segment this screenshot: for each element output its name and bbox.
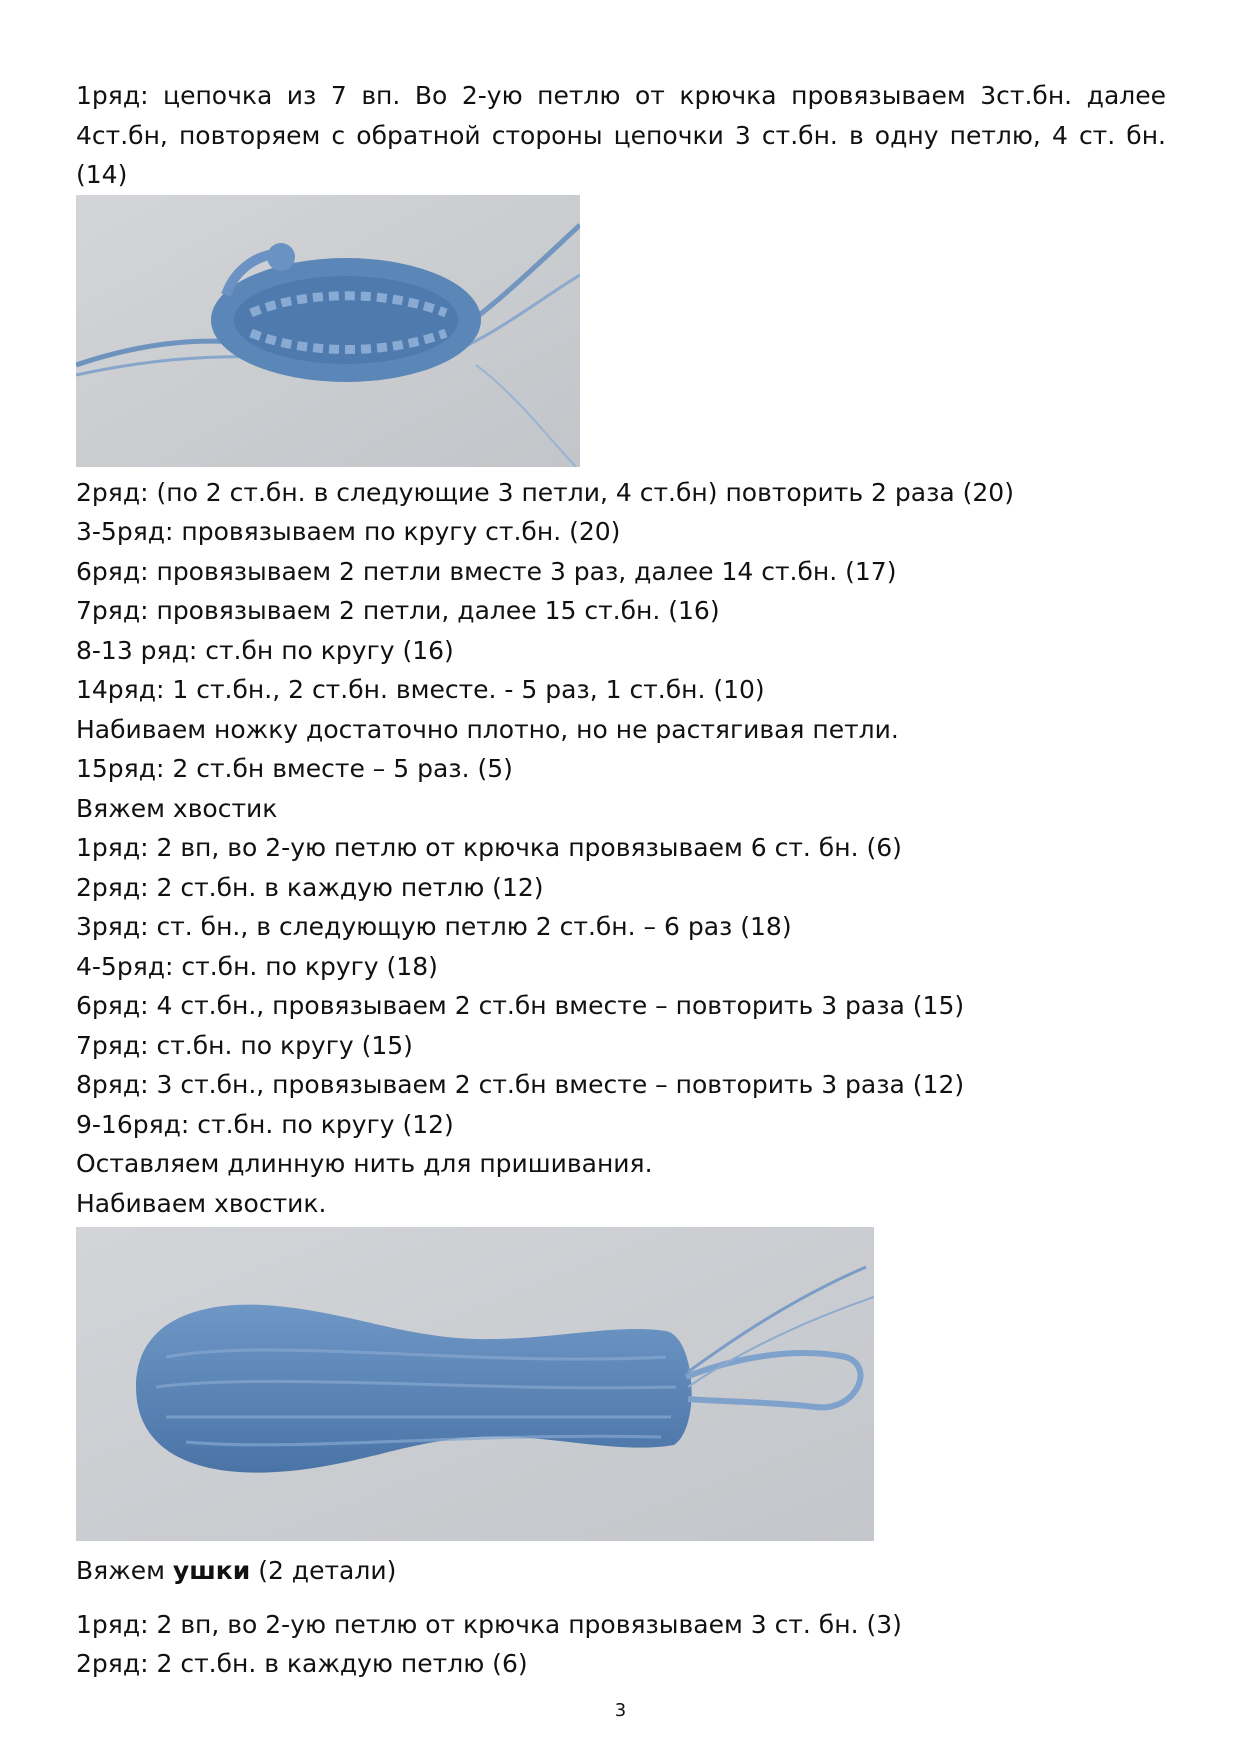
foot-start-photo <box>76 195 580 467</box>
ears-heading <box>76 1551 1166 1591</box>
tail-row-4: 4-5ряд: ст.бн. по кругу (18) <box>76 951 438 981</box>
foot-row-1-continued: 4ст.бн, повторяем с обратной стороны цепочки 3 ст.бн. в одну петлю, 4 ст. бн. <box>76 120 1166 150</box>
foot-stuffing-note: Набиваем ножку достаточно плотно, но не растягивая петли. <box>76 714 899 744</box>
foot-row-1-count: (14) <box>76 160 128 189</box>
foot-row-1: 1ряд: цепочка из 7 вп. Во 2-ую петлю от крючка провязываем 3ст.бн. далее <box>76 81 1166 110</box>
ears-heading-suffix: (2 детали) <box>250 1556 397 1585</box>
page-number: 3 <box>614 1700 627 1721</box>
foot-row-8: 15ряд: 2 ст.бн вместе – 5 раз. (5) <box>76 754 513 783</box>
ears-heading-bold: ушки <box>172 1556 251 1585</box>
tail-row-1: 1ряд: 2 вп, во 2-ую петлю от крючка провязываем 6 ст. бн. (6) <box>76 833 902 862</box>
tail-heading: Вяжем хвостик <box>76 793 278 823</box>
ears-heading-prefix: Вяжем <box>76 1556 173 1585</box>
foot-row-6: 8-13 ряд: ст.бн по кругу (16) <box>76 635 454 665</box>
spacer <box>76 1591 1166 1605</box>
ears-row-1: 1ряд: 2 вп, во 2-ую петлю от крючка провязываем 3 ст. бн. (3) <box>76 1609 902 1639</box>
tail-row-7: 8ряд: 3 ст.бн., провязываем 2 ст.бн вместе – повторить 3 раза (12) <box>76 1070 965 1099</box>
tail-row-2: 2ряд: 2 ст.бн. в каждую петлю (12) <box>76 872 544 902</box>
tail-thread-note: Оставляем длинную нить для пришивания. <box>76 1149 653 1178</box>
document-page <box>76 76 1166 1684</box>
ears-row-2: 2ряд: 2 ст.бн. в каждую петлю (6) <box>76 1649 528 1678</box>
tail-row-3: 3ряд: ст. бн., в следующую петлю 2 ст.бн. – 6 раз (18) <box>76 912 792 941</box>
foot-row-5: 7ряд: провязываем 2 петли, далее 15 ст.бн. (16) <box>76 596 720 625</box>
tail-row-8: 9-16ряд: ст.бн. по кругу (12) <box>76 1109 454 1139</box>
foot-row-7: 14ряд: 1 ст.бн., 2 ст.бн. вместе. - 5 раз, 1 ст.бн. (10) <box>76 675 765 704</box>
foot-row-3: 3-5ряд: провязываем по кругу ст.бн. (20) <box>76 517 621 546</box>
tail-row-5: 6ряд: 4 ст.бн., провязываем 2 ст.бн вместе – повторить 3 раза (15) <box>76 991 965 1020</box>
tail-photo <box>76 1227 874 1541</box>
foot-row-4: 6ряд: провязываем 2 петли вместе 3 раз, далее 14 ст.бн. (17) <box>76 556 897 586</box>
foot-row-2: 2ряд: (по 2 ст.бн. в следующие 3 петли, 4 ст.бн) повторить 2 раза (20) <box>76 477 1014 507</box>
tail-row-6: 7ряд: ст.бн. по кругу (15) <box>76 1030 413 1060</box>
tail-stuffing-note: Набиваем хвостик. <box>76 1188 327 1218</box>
